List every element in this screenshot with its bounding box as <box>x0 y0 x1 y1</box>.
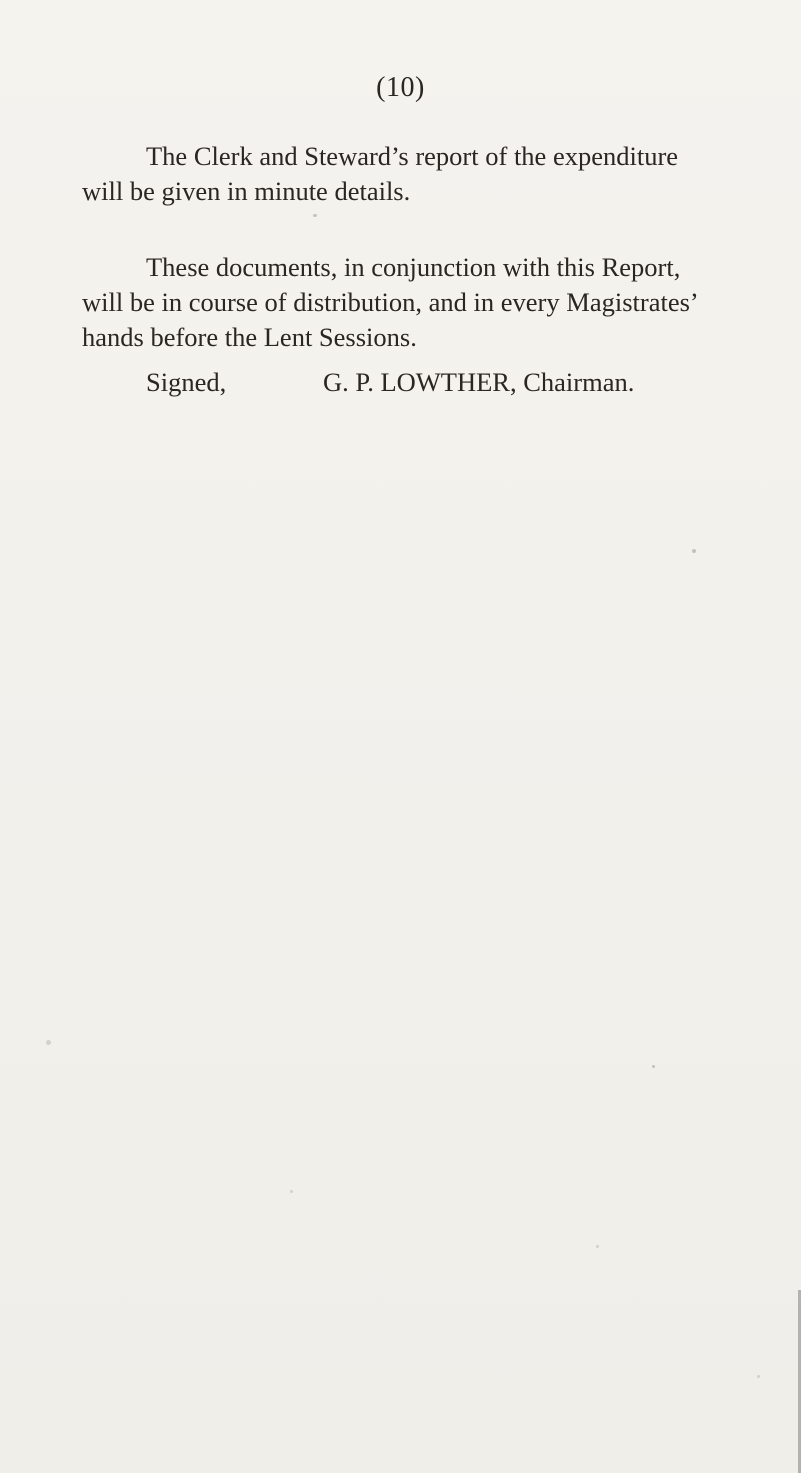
signature-line <box>146 365 786 400</box>
signature-label: Signed, <box>146 367 227 397</box>
paragraph-documents-distribution <box>82 250 782 355</box>
text-line: The Clerk and Steward’s report of the expenditure <box>146 141 679 171</box>
paper-speck <box>652 1065 655 1068</box>
page-number: (10) <box>376 72 425 103</box>
paper-speck <box>290 1190 293 1193</box>
paper-speck <box>692 549 696 553</box>
paper-speck <box>313 214 317 217</box>
paragraph-expenditure-report <box>82 139 782 209</box>
paper-speck <box>46 1040 51 1045</box>
text-line: will be given in minute details. <box>82 176 411 206</box>
text-line: hands before the Lent Sessions. <box>82 322 417 352</box>
text-line: These documents, in conjunction with this Report, <box>146 252 681 282</box>
paper-speck <box>757 1375 760 1378</box>
signatory-name: G. P. LOWTHER, Chairman. <box>323 367 635 397</box>
text-line: will be in course of distribution, and in every Magistrates’ <box>82 287 699 317</box>
paper-speck <box>596 1245 599 1248</box>
